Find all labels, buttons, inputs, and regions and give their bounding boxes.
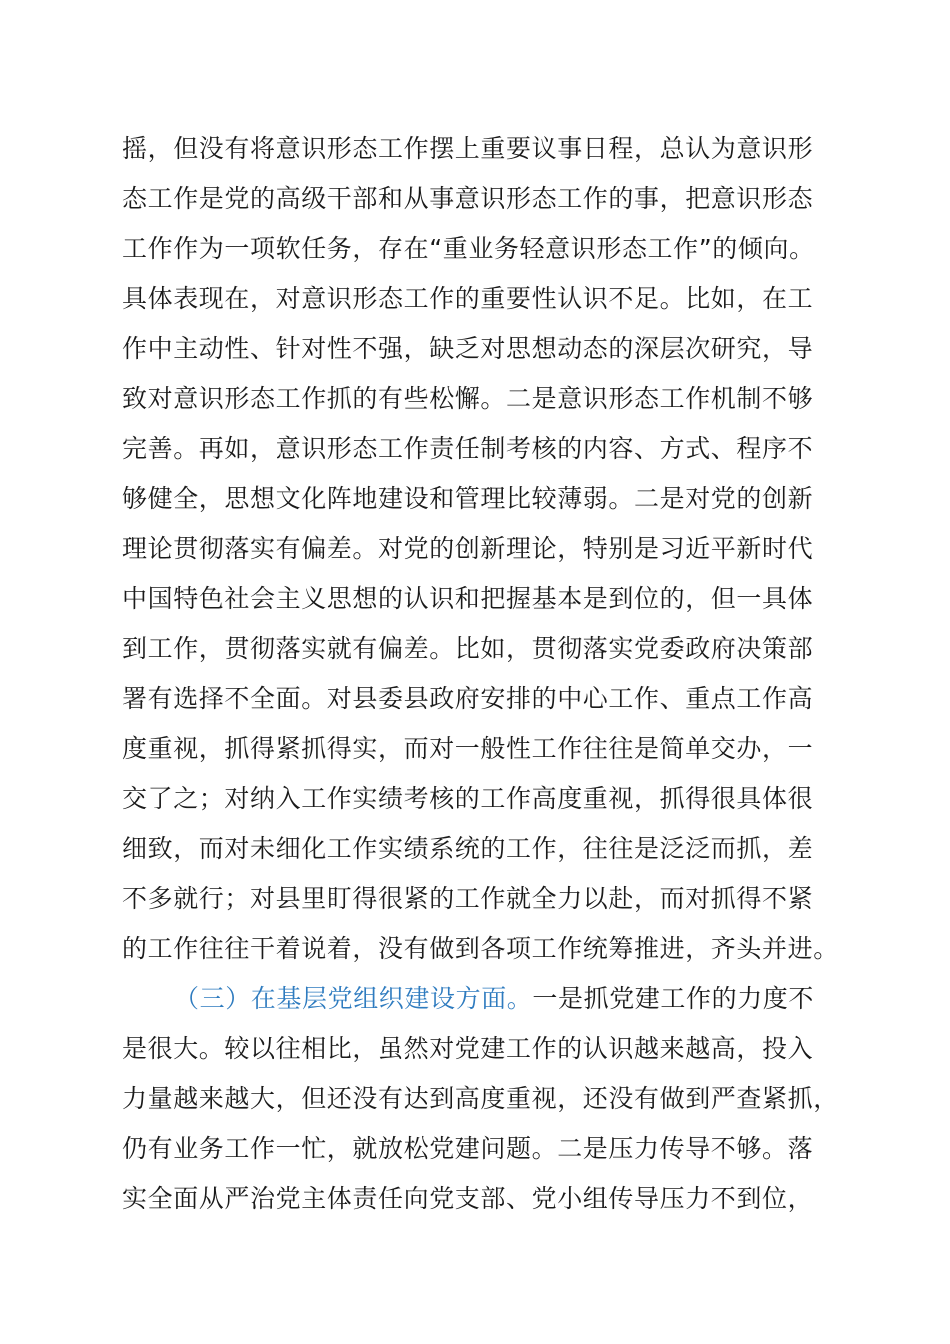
text-line: 具体表现在，对意识形态工作的重要性认识不足。比如，在工	[122, 284, 814, 313]
section-heading: （三）在基层党组织建设方面。	[174, 984, 533, 1013]
text-line: 署有选择不全面。对县委县政府安排的中心工作、重点工作高	[122, 684, 814, 713]
text-line: 够健全，思想文化阵地建设和管理比较薄弱。二是对党的创新	[122, 484, 814, 513]
text-line: 中国特色社会主义思想的认识和把握基本是到位的，但一具体	[122, 584, 814, 613]
text-line: 到工作，贯彻落实就有偏差。比如，贯彻落实党委政府决策部	[122, 634, 814, 663]
text-line: 交了之；对纳入工作实绩考核的工作高度重视，抓得很具体很	[122, 784, 814, 813]
text-line: 仍有业务工作一忙，就放松党建问题。二是压力传导不够。落	[122, 1134, 814, 1163]
text-line: 不多就行；对县里盯得很紧的工作就全力以赴，而对抓得不紧	[122, 884, 814, 913]
text-line: 完善。再如，意识形态工作责任制考核的内容、方式、程序不	[122, 434, 814, 463]
text-line: 作中主动性、针对性不强，缺乏对思想动态的深层次研究，导	[122, 334, 814, 363]
text-line: 理论贯彻落实有偏差。对党的创新理论，特别是习近平新时代	[122, 534, 814, 563]
section-first-line-text: 一是抓党建工作的力度不	[532, 984, 815, 1013]
text-line: 是很大。较以往相比，虽然对党建工作的认识越来越高，投入	[122, 1034, 814, 1063]
text-line: 细致，而对未细化工作实绩系统的工作，往往是泛泛而抓，差	[122, 834, 814, 863]
text-line: 度重视，抓得紧抓得实，而对一般性工作往往是简单交办，一	[122, 734, 814, 763]
text-line: 态工作是党的高级干部和从事意识形态工作的事，把意识形态	[122, 184, 814, 213]
text-line: 实全面从严治党主体责任向党支部、党小组传导压力不到位，	[122, 1184, 814, 1213]
section-first-line	[122, 974, 842, 1024]
text-line: 的工作往往干着说着，没有做到各项工作统筹推进，齐头并进。	[122, 934, 839, 963]
text-line: 致对意识形态工作抓的有些松懈。二是意识形态工作机制不够	[122, 384, 814, 413]
text-line: 工作作为一项软任务，存在“重业务轻意识形态工作”的倾向。	[122, 234, 815, 263]
body-text	[122, 124, 842, 1224]
text-line: 力量越来越大，但还没有达到高度重视，还没有做到严查紧抓，	[122, 1084, 839, 1113]
text-line: 摇，但没有将意识形态工作摆上重要议事日程，总认为意识形	[122, 134, 814, 163]
